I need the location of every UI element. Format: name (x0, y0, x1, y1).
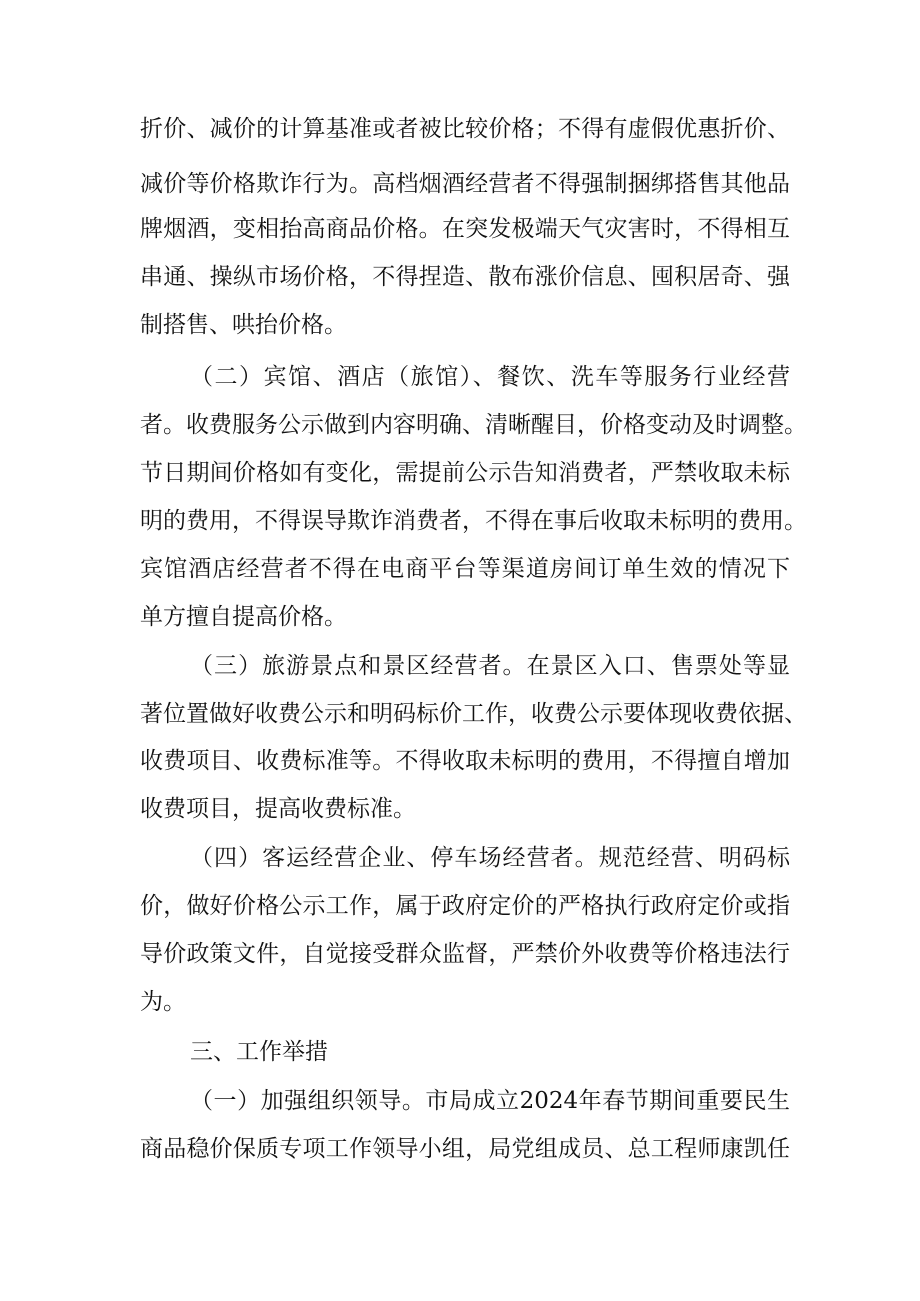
paragraph-line: 者。收费服务公示做到内容明确、清晰醒目，价格变动及时调整。 (140, 412, 807, 438)
paragraph-line: 单方擅自提高价格。 (140, 604, 347, 630)
paragraph-line: 折价、减价的计算基准或者被比较价格；不得有虚假优惠折价、 (140, 116, 790, 142)
paragraph-line: 收费项目，提高收费标准。 (140, 796, 416, 822)
paragraph-line: （一）加强组织领导。市局成立2024年春节期间重要民生 (190, 1088, 790, 1114)
paragraph-line: （三）旅游景点和景区经营者。在景区入口、售票处等显 (190, 653, 790, 679)
paragraph-line: 为。 (140, 989, 186, 1015)
paragraph-line: 导价政策文件，自觉接受群众监督，严禁价外收费等价格违法行 (140, 941, 790, 967)
paragraph-line: 价，做好价格公示工作，属于政府定价的严格执行政府定价或指 (140, 893, 790, 919)
paragraph-line: （二）宾馆、酒店（旅馆）、餐饮、洗车等服务行业经营 (190, 364, 790, 390)
paragraph-line: 明的费用，不得误导欺诈消费者，不得在事后收取未标明的费用。 (140, 508, 807, 534)
paragraph-line: 减价等价格欺诈行为。高档烟酒经营者不得强制捆绑搭售其他品 (140, 171, 790, 197)
paragraph-line: 牌烟酒，变相抬高商品价格。在突发极端天气灾害时，不得相互 (140, 216, 790, 242)
paragraph-line: 宾馆酒店经营者不得在电商平台等渠道房间订单生效的情况下 (140, 556, 790, 582)
paragraph-line: 串通、操纵市场价格，不得捏造、散布涨价信息、囤积居奇、强 (140, 264, 790, 290)
section-heading: 三、工作举措 (190, 1039, 328, 1065)
paragraph-line: 制搭售、哄抬价格。 (140, 312, 347, 338)
paragraph-line: 节日期间价格如有变化，需提前公示告知消费者，严禁收取未标 (140, 460, 790, 486)
paragraph-line: 著位置做好收费公示和明码标价工作，收费公示要体现收费依据、 (140, 701, 807, 727)
paragraph-line: 收费项目、收费标准等。不得收取未标明的费用，不得擅自增加 (140, 748, 790, 774)
paragraph-line: 商品稳价保质专项工作领导小组，局党组成员、总工程师康凯任 (140, 1136, 790, 1162)
paragraph-line: （四）客运经营企业、停车场经营者。规范经营、明码标 (190, 845, 790, 871)
